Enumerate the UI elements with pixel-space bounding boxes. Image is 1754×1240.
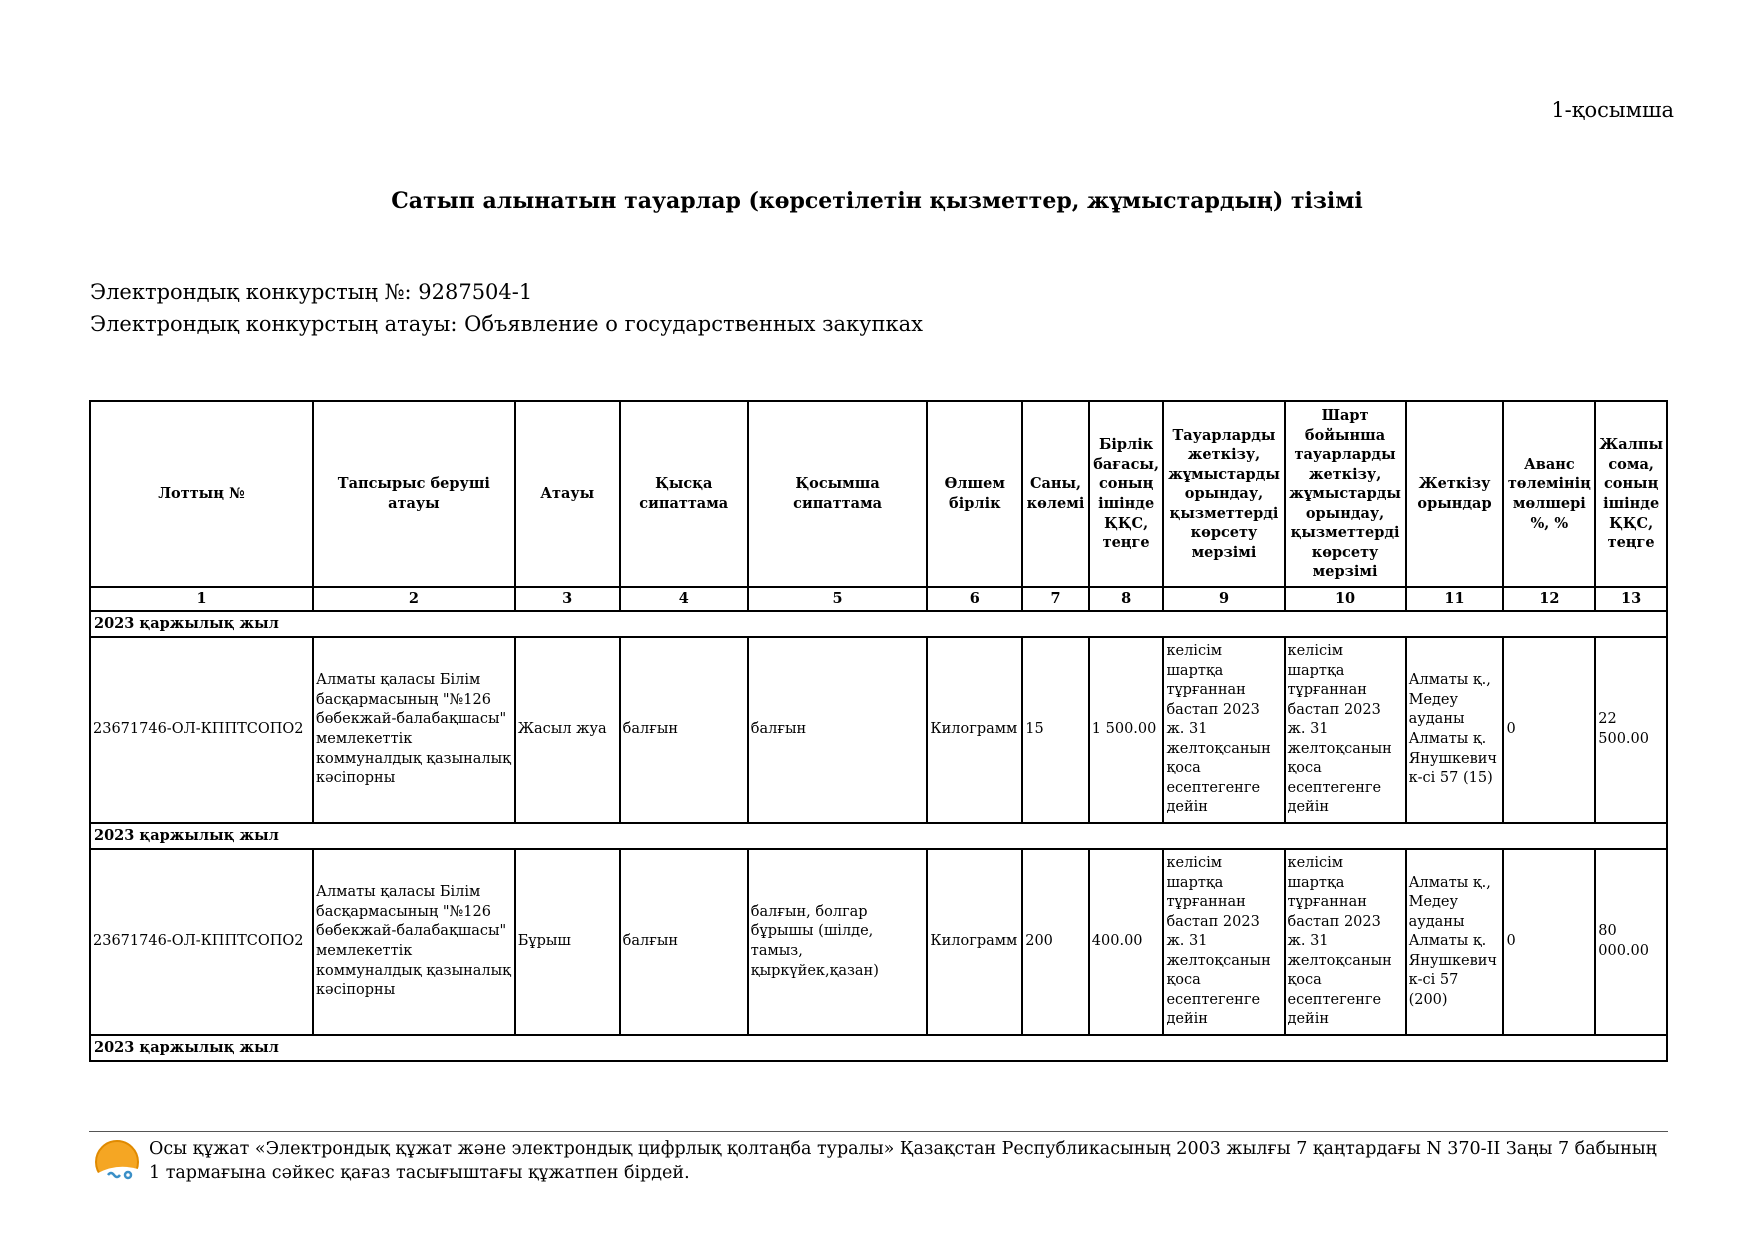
col-header-unit: Өлшем бірлік [927, 401, 1022, 587]
cell-short-description: балғын [620, 849, 748, 1035]
column-number: 6 [927, 587, 1022, 611]
cell-delivery-term: келісім шартқа тұрғаннан бастап 2023 ж. 31 желтоқсанын қоса есептегенге дейін [1163, 637, 1284, 823]
cell-total-sum: 22 500.00 [1595, 637, 1667, 823]
header-row [90, 401, 1667, 587]
column-number: 3 [515, 587, 620, 611]
column-number: 8 [1089, 587, 1164, 611]
cell-quantity: 200 [1022, 849, 1089, 1035]
column-number: 11 [1406, 587, 1504, 611]
column-number: 5 [748, 587, 928, 611]
col-header-advance-payment: Аванс төлемінің мөлшері %, % [1503, 401, 1595, 587]
competition-number: Электрондық конкурстың №: 9287504-1 [90, 280, 533, 304]
cell-name: Бұрыш [515, 849, 620, 1035]
cell-lot-number: 23671746-ОЛ-КППТСОПО2 [90, 637, 313, 823]
document-title: Сатып алынатын тауарлар (көрсетілетін қызметтер, жұмыстардың) тізімі [391, 188, 1363, 214]
fiscal-year-label: 2023 қаржылық жыл [90, 1035, 1667, 1061]
appendix-label: 1-қосымша [1551, 98, 1674, 122]
col-header-delivery-place: Жеткізу орындар [1406, 401, 1504, 587]
lots-table [89, 400, 1668, 1062]
column-number: 7 [1022, 587, 1089, 611]
column-number: 1 [90, 587, 313, 611]
table-row [90, 849, 1667, 1035]
cell-customer: Алматы қаласы Білім басқармасының "№126 бөбекжай-балабақшасы" мемлекеттік коммуналдық қазыналық кәсіпорны [313, 637, 515, 823]
cell-unit-price: 1 500.00 [1089, 637, 1164, 823]
table-row [90, 637, 1667, 823]
cell-customer: Алматы қаласы Білім басқармасының "№126 бөбекжай-балабақшасы" мемлекеттік коммуналдық қазыналық кәсіпорны [313, 849, 515, 1035]
footer-divider [89, 1131, 1668, 1132]
col-header-customer: Тапсырыс беруші атауы [313, 401, 515, 587]
cell-unit: Килограмм [927, 849, 1022, 1035]
column-number: 12 [1503, 587, 1595, 611]
fiscal-year-label: 2023 қаржылық жыл [90, 611, 1667, 637]
column-number-row [90, 587, 1667, 611]
column-number: 13 [1595, 587, 1667, 611]
legal-notice: Осы құжат «Электрондық құжат және электрондық цифрлық қолтаңба туралы» Қазақстан Республикасының 2003 жылғы 7 қаңтардағы N 370-II Заңы 7 бабының 1 тармағына сәйкес қағаз тасығыштағы құжатпен бірдей. [149, 1139, 1657, 1183]
cell-advance-payment: 0 [1503, 637, 1595, 823]
cell-total-sum: 80 000.00 [1595, 849, 1667, 1035]
fiscal-year-row [90, 611, 1667, 637]
competition-name: Электрондық конкурстың атауы: Объявление о государственных закупках [90, 312, 924, 336]
cell-name: Жасыл жуа [515, 637, 620, 823]
column-number: 4 [620, 587, 748, 611]
fiscal-year-label: 2023 қаржылық жыл [90, 823, 1667, 849]
column-number: 2 [313, 587, 515, 611]
cell-additional-description: балғын [748, 637, 928, 823]
cell-delivery-term: келісім шартқа тұрғаннан бастап 2023 ж. 31 желтоқсанын қоса есептегенге дейін [1163, 849, 1284, 1035]
column-number: 10 [1285, 587, 1406, 611]
cell-unit-price: 400.00 [1089, 849, 1164, 1035]
cell-unit: Килограмм [927, 637, 1022, 823]
col-header-delivery-term: Тауарларды жеткізу, жұмыстарды орындау, қызметтерді көрсету мерзімі [1163, 401, 1284, 587]
cell-contract-delivery-term: келісім шартқа тұрғаннан бастап 2023 ж. 31 желтоқсанын қоса есептегенге дейін [1285, 849, 1406, 1035]
col-header-quantity: Саны, көлемі [1022, 401, 1089, 587]
col-header-lot-number: Лоттың № [90, 401, 313, 587]
cell-short-description: балғын [620, 637, 748, 823]
cell-advance-payment: 0 [1503, 849, 1595, 1035]
col-header-additional-description: Қосымша сипаттама [748, 401, 928, 587]
cell-quantity: 15 [1022, 637, 1089, 823]
col-header-name: Атауы [515, 401, 620, 587]
col-header-unit-price: Бірлік бағасы, соның ішінде ҚҚС, теңге [1089, 401, 1164, 587]
cell-additional-description: балғын, болгар бұрышы (шілде, тамыз, қыркүйек,қазан) [748, 849, 928, 1035]
cell-delivery-place: Алматы қ., Медеу ауданы Алматы қ. Янушкевич к-сі 57 (200) [1406, 849, 1504, 1035]
cell-contract-delivery-term: келісім шартқа тұрғаннан бастап 2023 ж. 31 желтоқсанын қоса есептегенге дейін [1285, 637, 1406, 823]
fiscal-year-row [90, 1035, 1667, 1061]
col-header-contract-delivery-term: Шарт бойынша тауарларды жеткізу, жұмыстарды орындау, қызметтерді көрсету мерзімі [1285, 401, 1406, 587]
column-number: 9 [1163, 587, 1284, 611]
cell-lot-number: 23671746-ОЛ-КППТСОПО2 [90, 849, 313, 1035]
cell-delivery-place: Алматы қ., Медеу ауданы Алматы қ. Янушкевич к-сі 57 (15) [1406, 637, 1504, 823]
col-header-short-description: Қысқа сипаттама [620, 401, 748, 587]
fiscal-year-row [90, 823, 1667, 849]
egov-seal-icon [94, 1139, 140, 1185]
col-header-total-sum: Жалпы сома, соның ішінде ҚҚС, теңге [1595, 401, 1667, 587]
